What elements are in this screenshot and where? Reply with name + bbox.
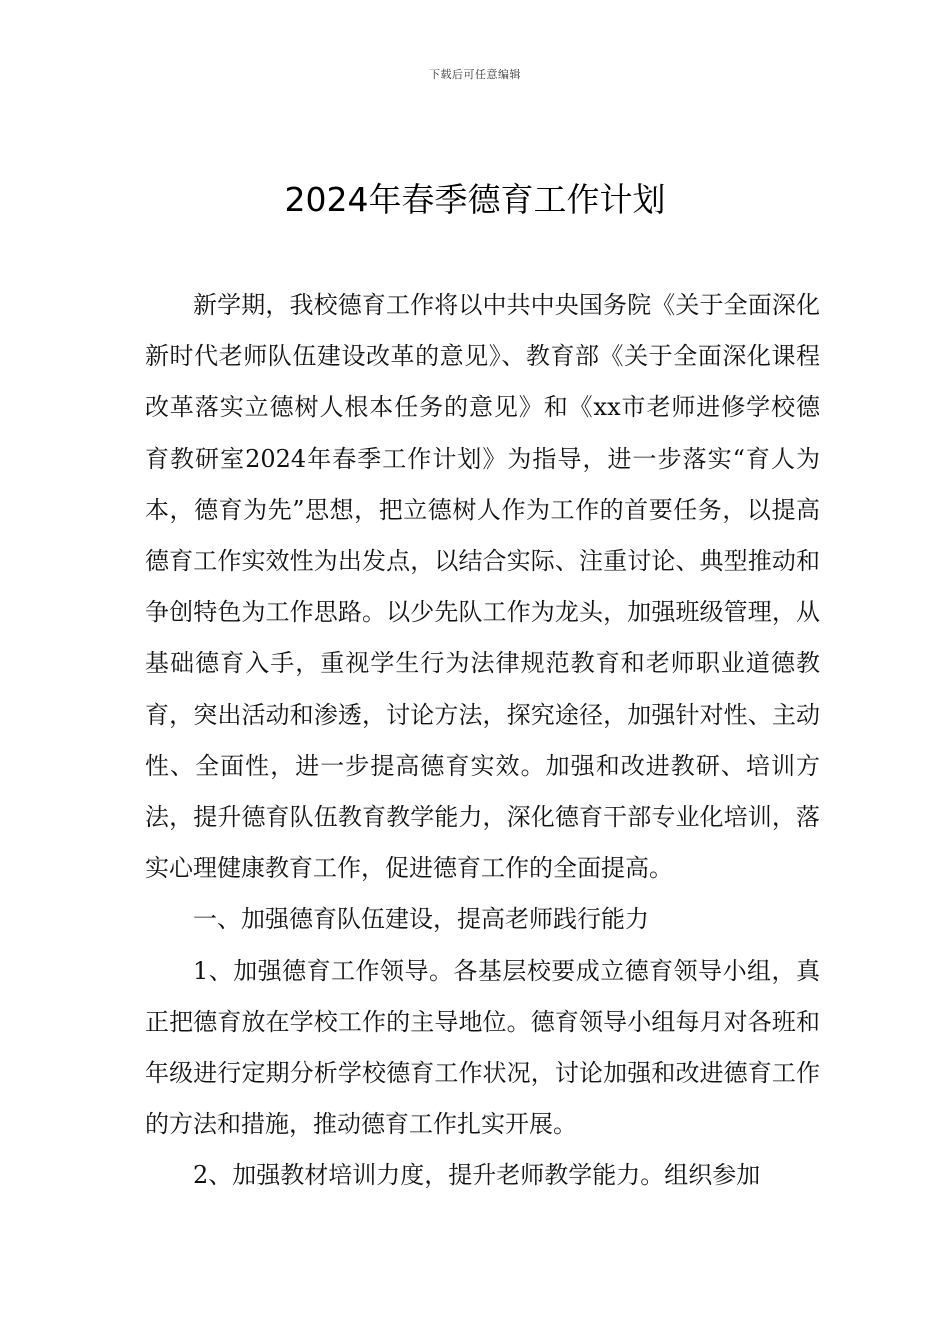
paragraph-intro: 新学期，我校德育工作将以中共中央国务院《关于全面深化新时代老师队伍建设改革的意见》、教育部《关于全面深化课程改革落实立德树人根本任务的意见》和《xx市老师进修学校德育教研室2024年春季工作计划》为指导，进一步落实“育人为本，德育为先”思想，把立德树人作为工作的首要任务，以提高德育工作实效性为出发点，以结合实际、注重讨论、典型推动和争创特色为工作思路。以少先队工作为龙头，加强班级管理，从基础德育入手，重视学生行为法律规范教育和老师职业道德教育，突出活动和渗透，讨论方法，探究途径，加强针对性、主动性、全面性，进一步提高德育实效。加强和改进教研、培训方法，提升德育队伍教育教学能力，深化德育干部专业化培训，落实心理健康教育工作，促进德育工作的全面提高。 <box>145 291 820 883</box>
document-body <box>145 280 820 1202</box>
paragraph-item-1: 1、加强德育工作领导。各基层校要成立德育领导小组，真正把德育放在学校工作的主导地位。德育领导小组每月对各班和年级进行定期分析学校德育工作状况，讨论加强和改进德育工作的方法和措施，推动德育工作扎实开展。 <box>145 956 820 1139</box>
header-note: 下载后可任意编辑 <box>429 68 521 81</box>
paragraph-item-2: 2、加强教材培训力度，提升老师教学能力。组织参加 <box>193 1161 761 1190</box>
section-heading-1: 一、加强德育队伍建设，提高老师践行能力 <box>193 905 649 934</box>
document-title: 2024年春季德育工作计划 <box>284 180 666 219</box>
